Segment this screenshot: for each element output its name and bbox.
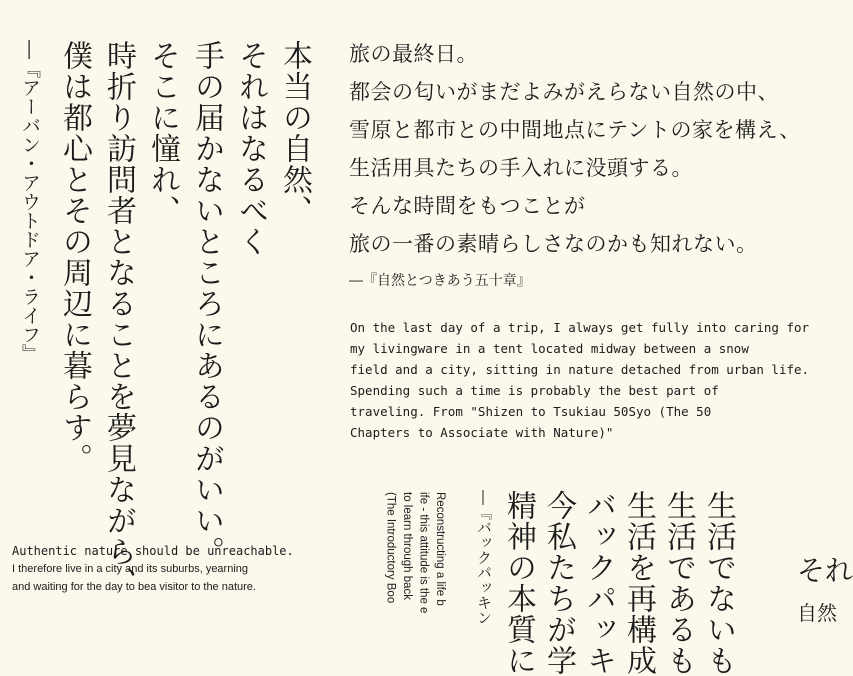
quote-line: 今私たちが学 [541, 490, 576, 676]
quote-line: 生活であるも [661, 490, 696, 676]
translation-line: and waiting for the day to bea visitor to the nature. [12, 581, 256, 593]
translation-line: to learn through back [401, 492, 413, 601]
translation-line: Authentic nature should be unreachable. [12, 544, 294, 558]
translation-line: Spending such a time is probably the best part of [350, 383, 719, 398]
quote-citation: ―『バックパッキン [475, 490, 493, 625]
translation-line: Chapters to Associate with Nature)" [350, 425, 614, 440]
translation-line: field and a city, sitting in nature detached from urban life. [350, 362, 810, 377]
quote-line: バックパッキ [581, 490, 616, 676]
quote-line: そんな時間をもつことが [349, 194, 586, 218]
quote-line: 都会の匂いがまだよみがえらない自然の中、 [349, 80, 779, 104]
quote-line: 雪原と都市との中間地点にテントの家を構え、 [349, 118, 801, 142]
quote-line: 精神の本質に [501, 490, 536, 676]
quote-line: 生活を再構成 [621, 490, 656, 676]
nature-quote-ja [349, 35, 801, 297]
quote-line: 生活でないも [701, 490, 736, 676]
translation-line: Reconstructing a life b [434, 492, 446, 606]
fragment-line: 自然 [797, 601, 837, 625]
translation-line: traveling. From "Shizen to Tsukiau 50Syo (The 50 [350, 404, 712, 419]
quote-line: 手の届かないところにあるのがいい。 [189, 40, 224, 567]
backpacking-quote-ja [470, 490, 738, 676]
translation-line: I therefore live in a city and its suburbs, yearning [12, 563, 249, 575]
cut-off-text-fragment [797, 551, 853, 629]
quote-line: それはなるべく [233, 40, 268, 257]
translation-line: ife - this attitude is the e [417, 492, 430, 614]
translation-line: (The Introductory Boo [384, 492, 397, 604]
translation-line: my livingware in a tent located midway between a snow [350, 341, 749, 356]
backpacking-quote-en [382, 492, 448, 613]
quote-citation: ―『自然とつきあう五十章』 [349, 273, 531, 289]
quote-line: 本当の自然、 [277, 40, 312, 226]
nature-quote-en [350, 317, 809, 443]
urban-outdoor-quote-ja [2, 40, 316, 598]
quote-line: 僕は都心とその周辺に暮らす。 [57, 40, 92, 474]
quote-line: 時折り訪問者となることを夢見ながら、 [101, 40, 136, 598]
urban-outdoor-quote-en [12, 542, 294, 596]
fragment-line: それ [797, 554, 853, 587]
quote-line: そこに憧れ、 [145, 40, 180, 226]
quote-line: 旅の一番の素晴らしさなのかも知れない。 [349, 232, 758, 256]
quote-citation: ―『アーバン・アウトドア・ライフ』 [19, 40, 41, 363]
translation-line: On the last day of a trip, I always get fully into caring for [350, 320, 810, 335]
quote-line: 旅の最終日。 [349, 42, 478, 66]
quote-line: 生活用具たちの手入れに没頭する。 [349, 156, 693, 180]
